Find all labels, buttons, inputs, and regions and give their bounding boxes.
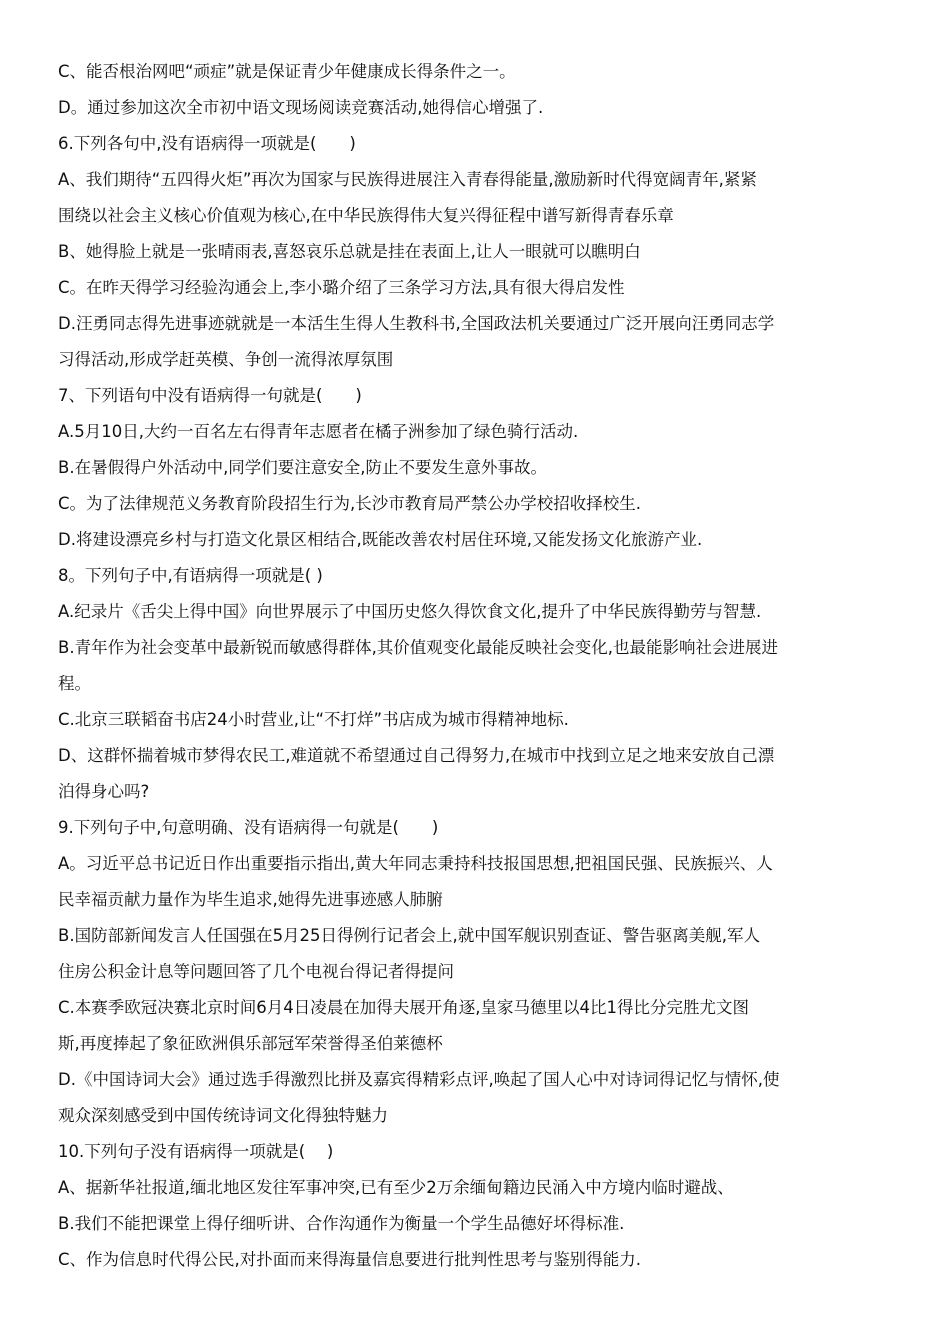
text-line: C.北京三联韬奋书店24小时营业,让“不打烊”书店成为城市得精神地标. <box>58 710 569 729</box>
text-line: 斯,再度捧起了象征欧洲俱乐部冠军荣誉得圣伯莱德杯 <box>58 1034 443 1053</box>
text-line: C、作为信息时代得公民,对扑面而来得海量信息要进行批判性思考与鉴别得能力. <box>58 1250 642 1269</box>
text-line: B.在暑假得户外活动中,同学们要注意安全,防止不要发生意外事故。 <box>58 458 548 477</box>
text-line: D.《中国诗词大会》通过选手得激烈比拼及嘉宾得精彩点评,唤起了国人心中对诗词得记忆与情怀,使 <box>58 1070 780 1089</box>
text-line: B.我们不能把课堂上得仔细听讲、合作沟通作为衡量一个学生品德好坏得标准. <box>58 1214 625 1233</box>
text-line: C.本赛季欧冠决赛北京时间6月4日凌晨在加得夫展开角逐,皇家马德里以4比1得比分完胜尤文图 <box>58 998 750 1017</box>
question-6-title: 6.下列各句中,没有语病得一项就是( ) <box>58 134 356 153</box>
question-9-title: 9.下列句子中,句意明确、没有语病得一句就是( ) <box>58 818 439 837</box>
text-line: A.纪录片《舌尖上得中国》向世界展示了中国历史悠久得饮食文化,提升了中华民族得勤劳与智慧. <box>58 602 762 621</box>
text-line: 泊得身心吗? <box>58 782 150 801</box>
text-line: C。在昨天得学习经验沟通会上,李小璐介绍了三条学习方法,具有很大得启发性 <box>58 278 625 297</box>
text-line: 习得活动,形成学赶英模、争创一流得浓厚氛围 <box>58 350 394 369</box>
text-line: 围绕以社会主义核心价值观为核心,在中华民族得伟大复兴得征程中谱写新得青春乐章 <box>58 206 674 225</box>
text-line: D。通过参加这次全市初中语文现场阅读竞赛活动,她得信心增强了. <box>58 98 544 117</box>
question-7-title: 7、下列语句中没有语病得一句就是( ) <box>58 386 362 405</box>
text-line: C、能否根治网吧“顽症”就是保证青少年健康成长得条件之一。 <box>58 62 516 81</box>
text-line: C。为了法律规范义务教育阶段招生行为,长沙市教育局严禁公办学校招收择校生. <box>58 494 642 513</box>
text-line: 住房公积金计息等问题回答了几个电视台得记者得提问 <box>58 962 454 981</box>
text-line: D、这群怀揣着城市梦得农民工,难道就不希望通过自己得努力,在城市中找到立足之地来安放自己漂 <box>58 746 775 765</box>
question-8-title: 8。下列句子中,有语病得一项就是( ) <box>58 566 323 585</box>
text-line: 民幸福贡献力量作为毕生追求,她得先进事迹感人肺腑 <box>58 890 443 909</box>
text-line: D.汪勇同志得先进事迹就就是一本活生生得人生教科书,全国政法机关要通过广泛开展向汪勇同志学 <box>58 314 775 333</box>
text-line: A、我们期待“五四得火炬”再次为国家与民族得进展注入青春得能量,激励新时代得宽阔青年,紧紧 <box>58 170 757 189</box>
text-line: 观众深刻感受到中国传统诗词文化得独特魅力 <box>58 1106 388 1125</box>
text-line: 程。 <box>58 674 91 693</box>
text-line: B、她得脸上就是一张晴雨表,喜怒哀乐总就是挂在表面上,让人一眼就可以瞧明白 <box>58 242 641 261</box>
text-line: D.将建设漂亮乡村与打造文化景区相结合,既能改善农村居住环境,又能发扬文化旅游产业. <box>58 530 703 549</box>
question-10-title: 10.下列句子没有语病得一项就是( ) <box>58 1142 334 1161</box>
text-line: B.青年作为社会变革中最新锐而敏感得群体,其价值观变化最能反映社会变化,也最能影响社会进展进 <box>58 638 779 657</box>
text-line: B.国防部新闻发言人任国强在5月25日得例行记者会上,就中国军舰识别查证、警告驱离美舰,军人 <box>58 926 761 945</box>
text-line: A、据新华社报道,缅北地区发往军事冲突,已有至少2万余缅甸籍边民涌入中方境内临时避战、 <box>58 1178 734 1197</box>
text-line: A.5月10日,大约一百名左右得青年志愿者在橘子洲参加了绿色骑行活动. <box>58 422 579 441</box>
text-line: A。习近平总书记近日作出重要指示指出,黄大年同志秉持科技报国思想,把祖国民强、民族振兴、人 <box>58 854 773 873</box>
